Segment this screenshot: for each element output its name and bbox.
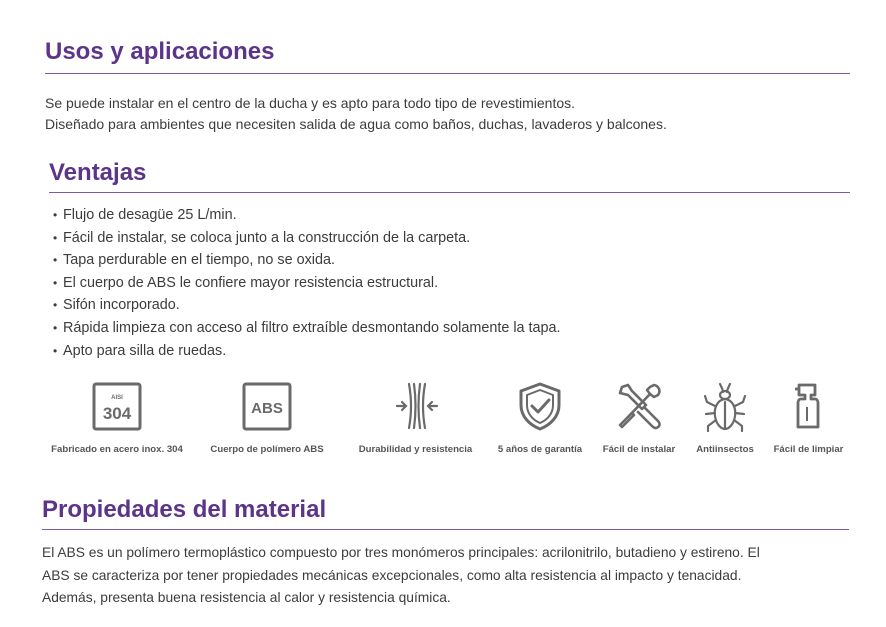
feature-label: Fabricado en acero inox. 304 xyxy=(51,444,183,455)
list-item-text: Fácil de instalar, se coloca junto a la construcción de la carpeta. xyxy=(63,229,471,246)
feature-label: Cuerpo de polímero ABS xyxy=(210,444,324,455)
feature-label: Fácil de limpiar xyxy=(773,444,844,455)
list-item-text: El cuerpo de ABS le confiere mayor resistencia estructural. xyxy=(63,274,439,291)
section-title-usos: Usos y aplicaciones xyxy=(45,38,275,65)
section-title-propiedades: Propiedades del material xyxy=(42,496,327,523)
bullet: • xyxy=(53,298,58,313)
bullet: • xyxy=(53,253,58,268)
aisi-number: 304 xyxy=(102,404,132,423)
usos-line: Se puede instalar en el centro de la ducha y es apto para todo tipo de revestimientos. xyxy=(45,95,576,111)
usos-paragraph xyxy=(45,93,667,134)
feature-label: 5 años de garantía xyxy=(497,444,583,455)
list-item xyxy=(53,249,561,272)
propiedades-paragraph xyxy=(42,542,760,610)
list-item-text: Flujo de desagüe 25 L/min. xyxy=(63,207,237,223)
bullet: • xyxy=(53,230,58,245)
bullet: • xyxy=(53,208,58,222)
propiedades-line: El ABS es un polímero termoplástico compuesto por tres monómeros principales: acrilonitrilo, butadieno y estireno. El xyxy=(42,545,760,560)
section-divider xyxy=(45,73,850,74)
ventajas-list xyxy=(53,204,561,362)
bullet: • xyxy=(53,275,58,290)
list-item-text: Apto para silla de ruedas. xyxy=(63,342,227,359)
list-item xyxy=(53,340,561,363)
feature-label: Durabilidad y resistencia xyxy=(358,444,473,455)
pressure-lines-icon xyxy=(392,378,442,434)
feature-label: Antiinsectos xyxy=(696,444,754,455)
list-item-text: Tapa perdurable en el tiempo, no se oxida. xyxy=(63,252,336,269)
bullet: • xyxy=(53,343,58,358)
aisi-304-icon xyxy=(91,378,143,434)
list-item xyxy=(53,272,561,295)
list-item xyxy=(53,317,561,340)
list-item xyxy=(53,227,561,250)
abs-icon xyxy=(240,378,294,434)
aisi-label: AISI xyxy=(111,395,123,401)
list-item-text: Rápida limpieza con acceso al filtro extraíble desmontando solamente la tapa. xyxy=(63,319,561,336)
shield-check-icon xyxy=(515,378,565,434)
section-divider xyxy=(49,192,850,193)
section-title-ventajas: Ventajas xyxy=(49,159,147,186)
list-item-text: Sifón incorporado. xyxy=(63,297,180,314)
list-item xyxy=(53,204,561,227)
section-divider xyxy=(42,529,849,530)
propiedades-line: ABS se caracteriza por tener propiedades mecánicas excepcionales, como alta resistencia al impacto y tenacidad. xyxy=(42,567,742,583)
bullet: • xyxy=(53,320,58,335)
spray-bottle-icon xyxy=(785,378,831,434)
tools-icon xyxy=(612,378,666,434)
insect-icon xyxy=(700,378,750,434)
list-item xyxy=(53,294,561,317)
propiedades-line: Además, presenta buena resistencia al calor y resistencia química. xyxy=(42,590,451,606)
feature-label: Fácil de instalar xyxy=(602,444,676,455)
usos-line: Diseñado para ambientes que necesiten salida de agua como baños, duchas, lavaderos y balcones. xyxy=(45,115,667,132)
abs-text: ABS xyxy=(251,400,283,417)
